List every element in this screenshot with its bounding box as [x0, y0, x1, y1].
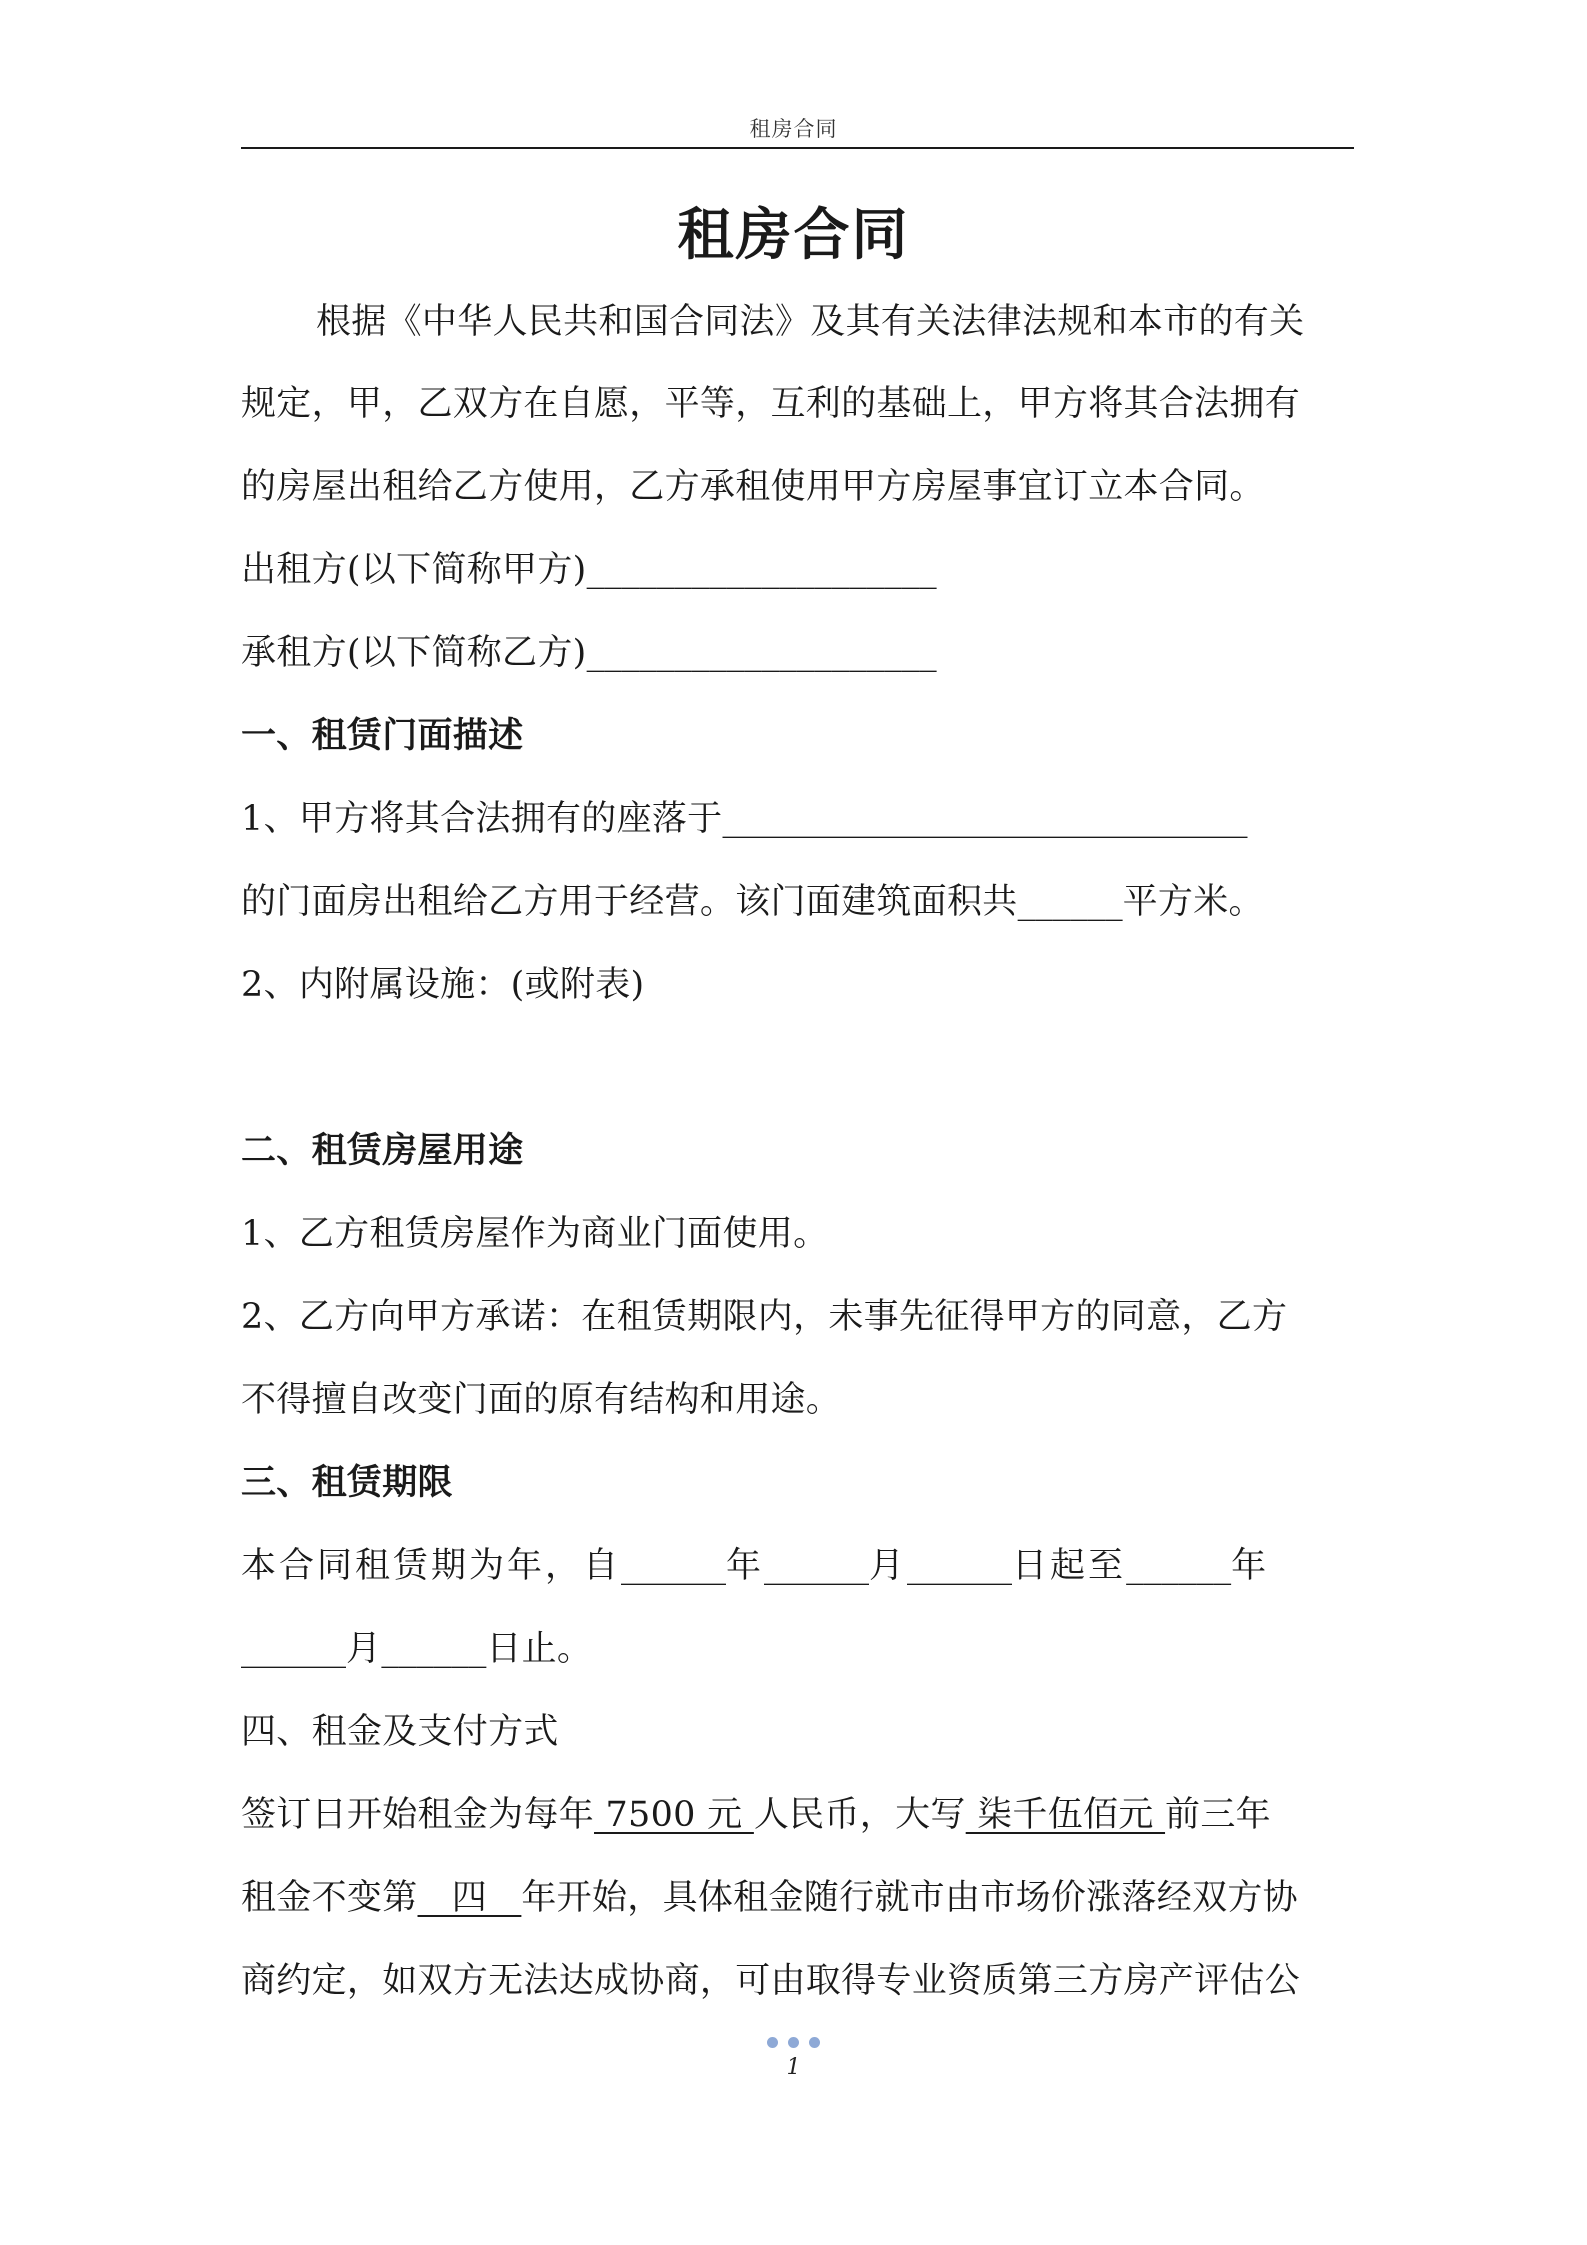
section-2-item-1: 1、乙方租赁房屋作为商业门面使用。 — [241, 1214, 829, 1254]
section-1-heading: 一、租赁门面描述 — [241, 715, 524, 756]
section-1-item-1-line-1 — [241, 795, 1354, 843]
page-number: 1 — [786, 2055, 801, 2080]
section-4-line-1 — [241, 1791, 1354, 1839]
rent-amount-words: 柒千伍佰元 — [965, 1795, 1166, 1835]
lessor-line — [241, 546, 1354, 594]
term-text: 日止。 — [486, 1629, 593, 1669]
item-text: 平方米。 — [1122, 882, 1264, 922]
term-text: 年 — [726, 1546, 765, 1586]
area-blank: ______ — [1017, 882, 1123, 922]
section-1-item-1-line-2 — [241, 878, 1354, 926]
term-text: 日起至 — [1012, 1546, 1127, 1586]
end-month-blank: ______ — [241, 1629, 346, 1669]
end-day-blank: ______ — [381, 1629, 487, 1669]
rent-change-year: 四 — [417, 1878, 522, 1918]
term-text: 年 — [1231, 1546, 1270, 1586]
rent-amount: 7500 元 — [594, 1795, 754, 1835]
section-4-line-3: 商约定，如双方无法达成协商，可由取得专业资质第三方房产评估公 — [241, 1961, 1301, 2001]
lessee-blank: ____________________ — [586, 633, 937, 673]
lessee-label: 承租方(以下简称乙方) — [241, 633, 587, 673]
lessor-label: 出租方(以下简称甲方) — [241, 550, 587, 590]
section-3-line-2 — [241, 1625, 1354, 1673]
term-text: 本合同租赁期为年，自 — [241, 1546, 622, 1586]
intro-line-2: 规定，甲，乙双方在自愿，平等，互利的基础上，甲方将其合法拥有 — [241, 384, 1301, 424]
section-2-item-2-line-1: 2、乙方向甲方承诺：在租赁期限内，未事先征得甲方的同意，乙方 — [241, 1297, 1288, 1337]
document-title: 租房合同 — [677, 202, 910, 268]
term-text: 月 — [869, 1546, 908, 1586]
page-header: 租房合同 — [749, 117, 838, 141]
section-2-heading: 二、租赁房屋用途 — [241, 1130, 524, 1171]
ornament-dot — [788, 2037, 799, 2048]
ornament-dot — [809, 2037, 820, 2048]
section-3-line-1 — [241, 1542, 1354, 1590]
section-4-heading: 四、租金及支付方式 — [241, 1712, 559, 1752]
section-1-item-2: 2、内附属设施：(或附表) — [241, 965, 645, 1005]
intro-line-3: 的房屋出租给乙方使用，乙方承租使用甲方房屋事宜订立本合同。 — [241, 467, 1265, 507]
item-text: 的门面房出租给乙方用于经营。该门面建筑面积共 — [241, 882, 1018, 922]
intro-line-1: 根据《中华人民共和国合同法》及其有关法律法规和本市的有关 — [316, 302, 1305, 342]
section-3-heading: 三、租赁期限 — [241, 1462, 453, 1503]
end-year-blank: ______ — [1126, 1546, 1232, 1586]
rent-text: 年开始，具体租金随行就市由市场价涨落经双方协 — [521, 1878, 1298, 1918]
item-text: 1、甲方将其合法拥有的座落于 — [241, 799, 723, 839]
header-divider — [241, 147, 1354, 149]
section-4-line-2 — [241, 1874, 1354, 1922]
section-2-item-2-line-2: 不得擅自改变门面的原有结构和用途。 — [241, 1380, 842, 1420]
rent-text: 人民币，大写 — [753, 1795, 966, 1835]
lessee-line — [241, 629, 1354, 677]
rent-text: 租金不变第 — [241, 1878, 418, 1918]
rent-text: 签订日开始租金为每年 — [241, 1795, 595, 1835]
start-year-blank: ______ — [621, 1546, 727, 1586]
page-ornament — [0, 2033, 1587, 2047]
lessor-blank: ____________________ — [586, 550, 937, 590]
ornament-dot — [767, 2037, 778, 2048]
start-day-blank: ______ — [907, 1546, 1013, 1586]
rent-text: 前三年 — [1165, 1795, 1271, 1835]
location-blank: ______________________________ — [722, 799, 1248, 839]
term-text: 月 — [346, 1629, 382, 1669]
start-month-blank: ______ — [764, 1546, 870, 1586]
